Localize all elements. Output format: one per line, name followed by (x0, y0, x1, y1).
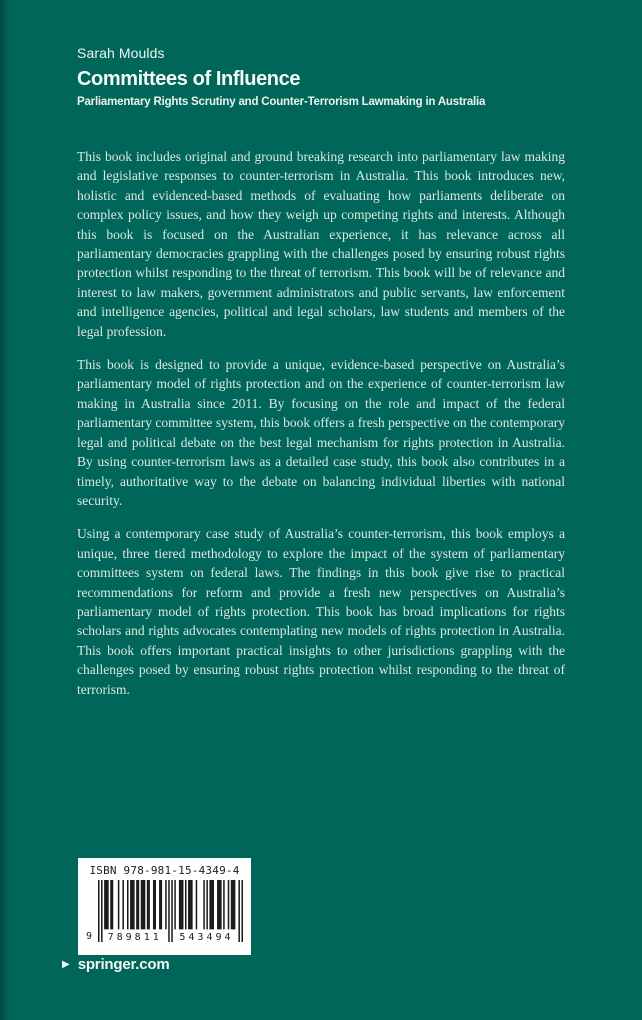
springer-arrow-icon: ▶ (62, 958, 70, 970)
isbn-barcode-panel (78, 858, 251, 955)
blurb-paragraph-3: Using a contemporary case study of Australia’s counter-terrorism, this book employs a unique, three tiered methodology to explore the impact of the system of parliamentary committees system on federal laws. The findings in this book give rise to practical recommendations for reform and provide a fresh new perspectives on Australia’s parliamentary model of rights protection. This book has broad implications for rights scholars and rights advocates contemplating new models of rights protection in Australia. This book offers important practical insights to other jurisdictions grappling with the challenges posed by ensuring robust rights protection whilst responding to the threat of terrorism. (77, 526, 565, 697)
barcode-left-digits: 789811 (107, 932, 162, 943)
cover-header (77, 45, 577, 108)
barcode-lead-digit: 9 (86, 931, 93, 942)
barcode-bars-icon (98, 880, 243, 942)
barcode-bars-area (98, 880, 243, 942)
blurb-paragraph-2: This book is designed to provide a unique, evidence-based perspective on Australia’s parliamentary model of rights protection and on the experience of counter-terrorism law making in Australia since 2011. By focusing on the role and impact of the federal parliamentary committee system, this book offers a fresh perspective on the contemporary legal and political debate on the best legal mechanism for rights protection in Australia. By using counter-terrorism laws as a detailed case study, this book also contributes in a timely, authoritative way to the debate on balancing individual liberties with national security. (77, 357, 565, 508)
isbn-label: ISBN 978-981-15-4349-4 (89, 864, 240, 877)
publisher-footer (62, 956, 170, 973)
book-title: Committees of Influence (77, 68, 301, 90)
springer-url: springer.com (77, 956, 170, 973)
author-name: Sarah Moulds (77, 45, 165, 61)
ean13-barcode (86, 880, 243, 942)
back-cover-blurb (77, 147, 565, 713)
barcode-right-digits: 543494 (179, 932, 234, 943)
book-subtitle: Parliamentary Rights Scrutiny and Counter-Terrorism Lawmaking in Australia (77, 96, 486, 108)
blurb-paragraph-1: This book includes original and ground breaking research into parliamentary law making and legislative responses to counter-terrorism in Australia. This book introduces new, holistic and evidenced-based methods of evaluating how parliaments deliberate on complex policy issues, and how they weigh up competing rights and interests. Although this book is focused on the Australian experience, it has relevance across all parliamentary democracies grappling with the challenges posed by ensuring robust rights protection whilst responding to the threat of terrorism. This book will be of relevance and interest to law makers, government administrators and public servants, law enforcement and intelligence agencies, political and legal scholars, law students and members of the legal profession. (77, 149, 565, 339)
